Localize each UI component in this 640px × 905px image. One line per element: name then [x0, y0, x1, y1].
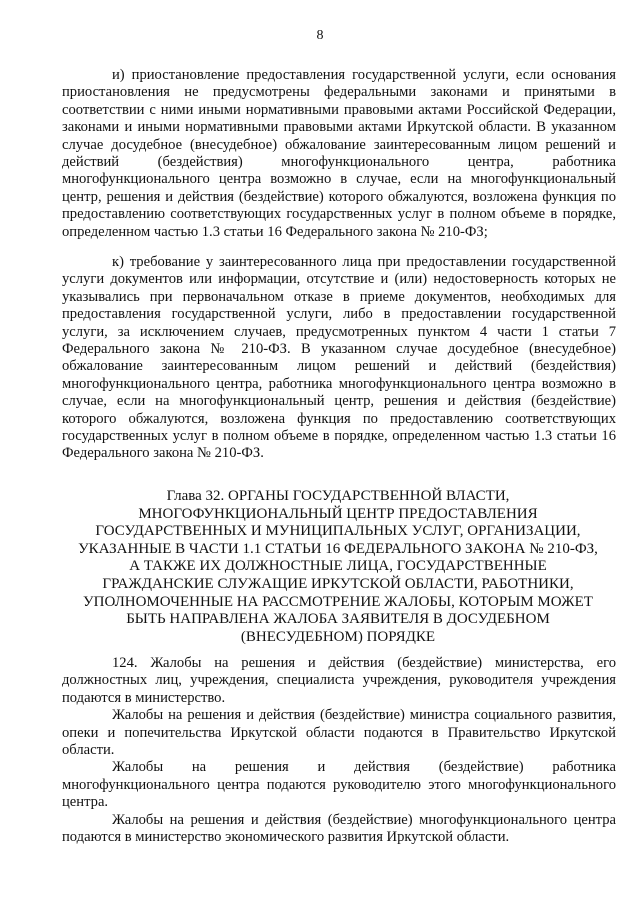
- page-number: 8: [316, 28, 324, 43]
- paragraph-group-top-2: [62, 254, 616, 463]
- paragraph-item-k: к) требование у заинтересованного лица при предоставлении государственной услуги документов или информации, отсутствие и (или) недостоверность которых не указывались при первоначальном отказе в приеме документов, необходимых для предоставления государственной услуги, либо в предоставлении государственной услуги, за исключением случаев, предусмотренных пунктом 4 части 1 статьи 7 Федерального закона № 210-ФЗ. В указанном случае досудебное (внесудебное) обжалование заинтересованным лицом решений и действий (бездействия) многофункционального центра, работника многофункционального центра возможно в случае, если на многофункциональный центр, решения и действия (бездействие) которого обжалуются, возложена функция по предоставлению соответствующих государственных услуг в полном объеме в порядке, определенном частью 1.3 статьи 16 Федерального закона № 210-ФЗ.: [62, 254, 616, 462]
- paragraph-mfc-complaints: Жалобы на решения и действия (бездействие) многофункционального центра подаются в министерство экономического развития Иркутской области.: [62, 811, 616, 846]
- paragraph-item-i: и) приостановление предоставления государственной услуги, если основания приостановления не предусмотрены федеральными законами и принятыми в соответствии с ними иными нормативными правовыми актами Российской Федерации, законами и иными нормативными правовыми актами Иркутской области. В указанном случае досудебное (внесудебное) обжалование заинтересованным лицом решений и действий (бездействия) многофункционального центра, работника многофункционального центра возможно в случае, если на многофункциональный центр, решения и действия (бездействие) которого обжалуются, возложена функция по предоставлению соответствующих государственных услуг в полном объеме в порядке, определенном частью 1.3 статьи 16 Федерального закона № 210-ФЗ;: [62, 67, 616, 240]
- paragraph-mfc-worker-complaints: Жалобы на решения и действия (бездействие) работника многофункционального центра подаются руководителю этого многофункционального центра.: [62, 759, 616, 811]
- paragraph-minister-complaints: Жалобы на решения и действия (бездействие) министра социального развития, опеки и попечительства Иркутской области подаются в Правительство Иркутской области.: [62, 707, 616, 759]
- paragraph-group-top: [62, 67, 616, 241]
- chapter-heading: Глава 32. ОРГАНЫ ГОСУДАРСТВЕННОЙ ВЛАСТИ, МНОГОФУНКЦИОНАЛЬНЫЙ ЦЕНТР ПРЕДОСТАВЛЕНИЯ ГОСУДАРСТВЕННЫХ И МУНИЦИПАЛЬНЫХ УСЛУГ, ОРГАНИЗАЦИИ, УКАЗАННЫЕ В ЧАСТИ 1.1 СТАТЬИ 16 ФЕДЕРАЛЬНОГО ЗАКОНА № 210-ФЗ, А ТАКЖЕ ИХ ДОЛЖНОСТНЫЕ ЛИЦА, ГОСУДАРСТВЕННЫЕ ГРАЖДАНСКИЕ СЛУЖАЩИЕ ИРКУТСКОЙ ОБЛАСТИ, РАБОТНИКИ, УПОЛНОМОЧЕННЫЕ НА РАССМОТРЕНИЕ ЖАЛОБЫ, КОТОРЫМ МОЖЕТ БЫТЬ НАПРАВЛЕНА ЖАЛОБА ЗАЯВИТЕЛЯ В ДОСУДЕБНОМ (ВНЕСУДЕБНОМ) ПОРЯДКЕ: [78, 488, 598, 645]
- paragraph-group-bottom: [62, 655, 616, 846]
- paragraph-124: 124. Жалобы на решения и действия (бездействие) министерства, его должностных лиц, учреждения, специалиста учреждения, руководителя учреждения подаются в министерство.: [62, 655, 616, 706]
